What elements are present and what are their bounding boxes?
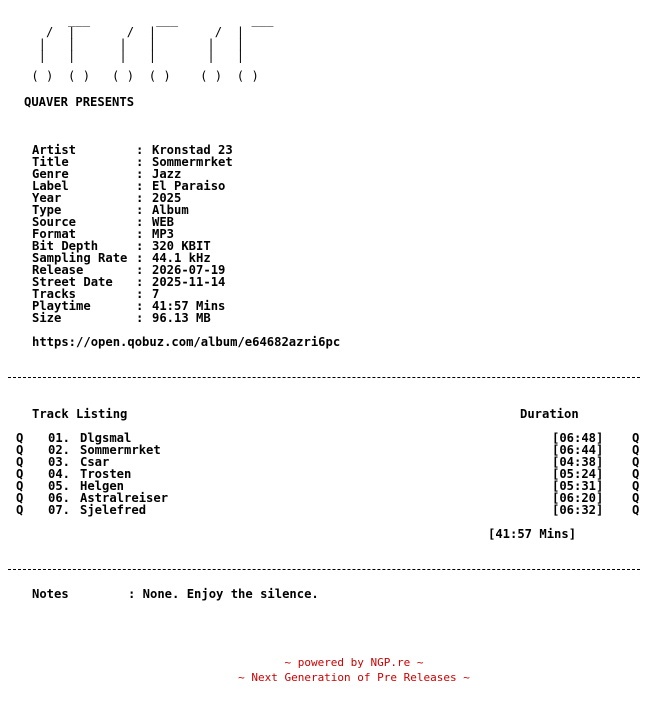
track-number: 01. (48, 431, 71, 445)
info-value: 2025-11-14 (152, 275, 226, 289)
info-separator: : (136, 191, 144, 205)
info-value: 2025 (152, 191, 182, 205)
side-marker-left: Q (16, 479, 24, 493)
info-label: Release (32, 263, 84, 277)
side-marker-left: Q (16, 503, 24, 517)
info-separator: : (136, 251, 144, 265)
duration-heading: Duration (520, 407, 579, 421)
info-value: 7 (152, 287, 160, 301)
info-separator: : (136, 227, 144, 241)
side-marker-right: Q (632, 491, 640, 505)
track-duration: [06:44] (552, 443, 604, 457)
side-marker-left: Q (16, 431, 24, 445)
side-marker-right: Q (632, 503, 640, 517)
info-value: 2026-07-19 (152, 263, 226, 277)
info-label: Artist (32, 143, 77, 157)
logo-art-line: ( ) ( ) ( ) ( ) ( ) ( ) (24, 69, 259, 83)
info-separator: : (136, 275, 144, 289)
side-marker-left: Q (16, 467, 24, 481)
track-number: 02. (48, 443, 71, 457)
track-title: Dlgsmal (80, 431, 132, 445)
info-separator: : (136, 167, 144, 181)
info-value: 96.13 MB (152, 311, 211, 325)
divider (8, 377, 640, 378)
info-label: Street Date (32, 275, 113, 289)
info-separator: : (136, 263, 144, 277)
info-value: 44.1 kHz (152, 251, 211, 265)
info-separator: : (136, 311, 144, 325)
track-duration: [06:20] (552, 491, 604, 505)
info-label: Source (32, 215, 77, 229)
track-number: 06. (48, 491, 71, 505)
info-label: Playtime (32, 299, 91, 313)
info-label: Year (32, 191, 62, 205)
info-separator: : (136, 155, 144, 169)
info-label: Title (32, 155, 69, 169)
track-duration: [05:24] (552, 467, 604, 481)
info-separator: : (136, 299, 144, 313)
side-marker-right: Q (632, 431, 640, 445)
logo-art-line: | | | | | | (24, 37, 245, 51)
notes-label: Notes (32, 587, 69, 601)
track-duration: [04:38] (552, 455, 604, 469)
side-marker-right: Q (632, 443, 640, 457)
track-title: Csar (80, 455, 110, 469)
logo-art-line: | | | | | | (24, 49, 245, 63)
info-label: Label (32, 179, 69, 193)
track-title: Astralreiser (80, 491, 169, 505)
info-value: WEB (152, 215, 175, 229)
info-label: Genre (32, 167, 69, 181)
track-duration: [06:48] (552, 431, 604, 445)
side-marker-right: Q (632, 455, 640, 469)
side-marker-left: Q (16, 455, 24, 469)
track-number: 05. (48, 479, 71, 493)
logo-art-line: ___ ___ ___ (24, 13, 274, 27)
presents-heading: QUAVER PRESENTS (24, 95, 135, 109)
footer-tagline: ~ Next Generation of Pre Releases ~ (238, 671, 470, 684)
divider (8, 569, 640, 570)
info-separator: : (136, 287, 144, 301)
total-duration: [41:57 Mins] (488, 527, 577, 541)
info-value: Sommermrket (152, 155, 233, 169)
info-value: Jazz (152, 167, 182, 181)
info-label: Size (32, 311, 62, 325)
track-title: Helgen (80, 479, 125, 493)
info-label: Tracks (32, 287, 77, 301)
info-label: Format (32, 227, 77, 241)
info-separator: : (136, 239, 144, 253)
info-label: Bit Depth (32, 239, 99, 253)
track-duration: [06:32] (552, 503, 604, 517)
footer-powered-by: ~ powered by NGP.re ~ (284, 656, 424, 669)
info-value: MP3 (152, 227, 175, 241)
track-number: 03. (48, 455, 71, 469)
track-listing-heading: Track Listing (32, 407, 128, 421)
info-separator: : (136, 179, 144, 193)
info-value: Kronstad 23 (152, 143, 233, 157)
side-marker-right: Q (632, 479, 640, 493)
side-marker-right: Q (632, 467, 640, 481)
track-duration: [05:31] (552, 479, 604, 493)
logo-art-line: / | / | / | (24, 25, 245, 39)
side-marker-left: Q (16, 443, 24, 457)
track-title: Sommermrket (80, 443, 161, 457)
track-number: 07. (48, 503, 71, 517)
track-number: 04. (48, 467, 71, 481)
info-separator: : (136, 215, 144, 229)
info-label: Type (32, 203, 62, 217)
track-title: Trosten (80, 467, 132, 481)
info-value: Album (152, 203, 189, 217)
notes-value: : None. Enjoy the silence. (128, 587, 319, 601)
info-label: Sampling Rate (32, 251, 128, 265)
album-url[interactable]: https://open.qobuz.com/album/e64682azri6pc (32, 335, 341, 349)
info-value: El Paraiso (152, 179, 226, 193)
info-value: 41:57 Mins (152, 299, 226, 313)
info-separator: : (136, 203, 144, 217)
info-separator: : (136, 143, 144, 157)
side-marker-left: Q (16, 491, 24, 505)
track-title: Sjelefred (80, 503, 147, 517)
info-value: 320 KBIT (152, 239, 211, 253)
